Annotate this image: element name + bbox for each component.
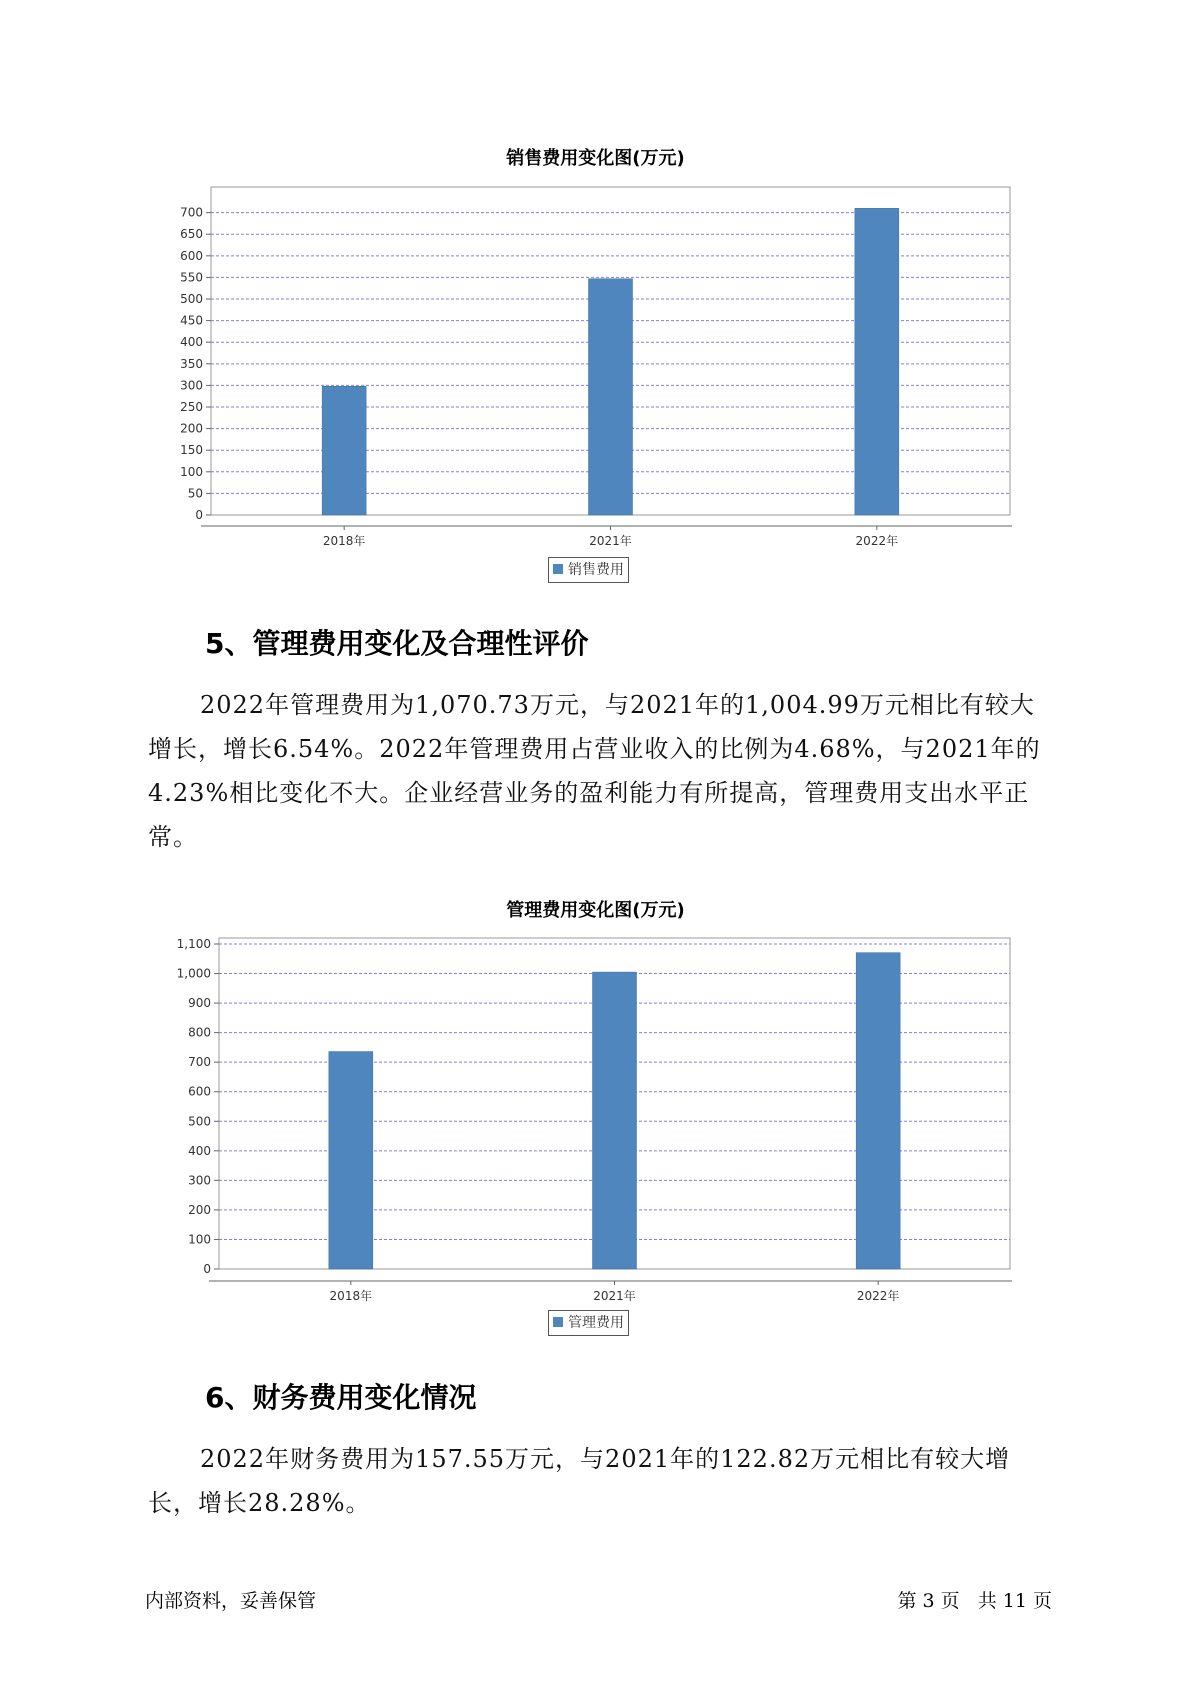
- footer-page-number: 第 3 页 共 11 页: [897, 1590, 1052, 1612]
- bar: [329, 1052, 373, 1269]
- y-tick-label: 800: [188, 1025, 211, 1040]
- y-tick-label: 500: [180, 292, 203, 307]
- y-tick-label: 550: [180, 270, 203, 285]
- section-paragraph-5: 2022年管理费用为1,070.73万元，与2021年的1,004.99万元相比有较大增长，增长6.54%。2022年管理费用占营业收入的比例为4.68%，与2021年的4.23%相比变化不大。企业经营业务的盈利能力有所提高，管理费用支出水平正常。: [148, 691, 1041, 851]
- section-heading-5: 5、管理费用变化及合理性评价: [205, 627, 589, 660]
- chart-title-admin: 管理费用变化图(万元): [506, 900, 685, 921]
- legend-label: 管理费用: [568, 1315, 624, 1331]
- x-tick-label: 2021年: [593, 1289, 636, 1303]
- y-tick-label: 400: [188, 1143, 211, 1158]
- x-tick-label: 2022年: [856, 1289, 900, 1303]
- y-tick-label: 700: [180, 205, 203, 220]
- y-tick-label: 900: [188, 996, 211, 1011]
- y-tick-label: 300: [188, 1173, 211, 1188]
- y-tick-label: 600: [180, 248, 203, 263]
- y-tick-label: 0: [195, 508, 203, 522]
- bar: [856, 953, 900, 1269]
- y-tick-label: 1,000: [176, 966, 211, 981]
- y-tick-label: 100: [180, 464, 203, 479]
- y-tick-label: 0: [203, 1262, 211, 1276]
- y-tick-label: 350: [180, 356, 203, 371]
- chart-title-sales: 销售费用变化图(万元): [506, 148, 685, 169]
- section-heading-6: 6、财务费用变化情况: [205, 1381, 477, 1414]
- footer-confidential-note: 内部资料，妥善保管: [145, 1590, 317, 1612]
- y-tick-label: 1,100: [176, 937, 211, 951]
- y-tick-label: 150: [180, 443, 203, 458]
- legend-admin: [548, 1310, 629, 1336]
- y-tick-label: 200: [188, 1202, 211, 1217]
- y-tick-label: 300: [180, 378, 203, 393]
- y-tick-label: 200: [180, 421, 203, 436]
- x-tick-label: 2018年: [329, 1289, 373, 1303]
- legend-swatch-icon: [553, 1317, 563, 1327]
- y-tick-label: 600: [188, 1084, 211, 1099]
- y-tick-label: 650: [180, 227, 203, 242]
- y-tick-label: 250: [180, 400, 203, 415]
- x-tick-label: 2021年: [589, 534, 632, 548]
- y-tick-label: 100: [188, 1232, 211, 1247]
- y-tick-label: 400: [180, 335, 203, 350]
- legend-label: 销售费用: [568, 562, 624, 578]
- y-tick-label: 700: [188, 1055, 211, 1070]
- y-tick-label: 500: [188, 1114, 211, 1129]
- bar: [593, 972, 637, 1269]
- y-tick-label: 50: [187, 486, 203, 501]
- x-tick-label: 2018年: [322, 534, 366, 548]
- y-tick-label: 450: [180, 313, 203, 328]
- x-tick-label: 2022年: [855, 534, 899, 548]
- section-paragraph-6: 2022年财务费用为157.55万元，与2021年的122.82万元相比有较大增长，增长28.28%。: [148, 1445, 1011, 1517]
